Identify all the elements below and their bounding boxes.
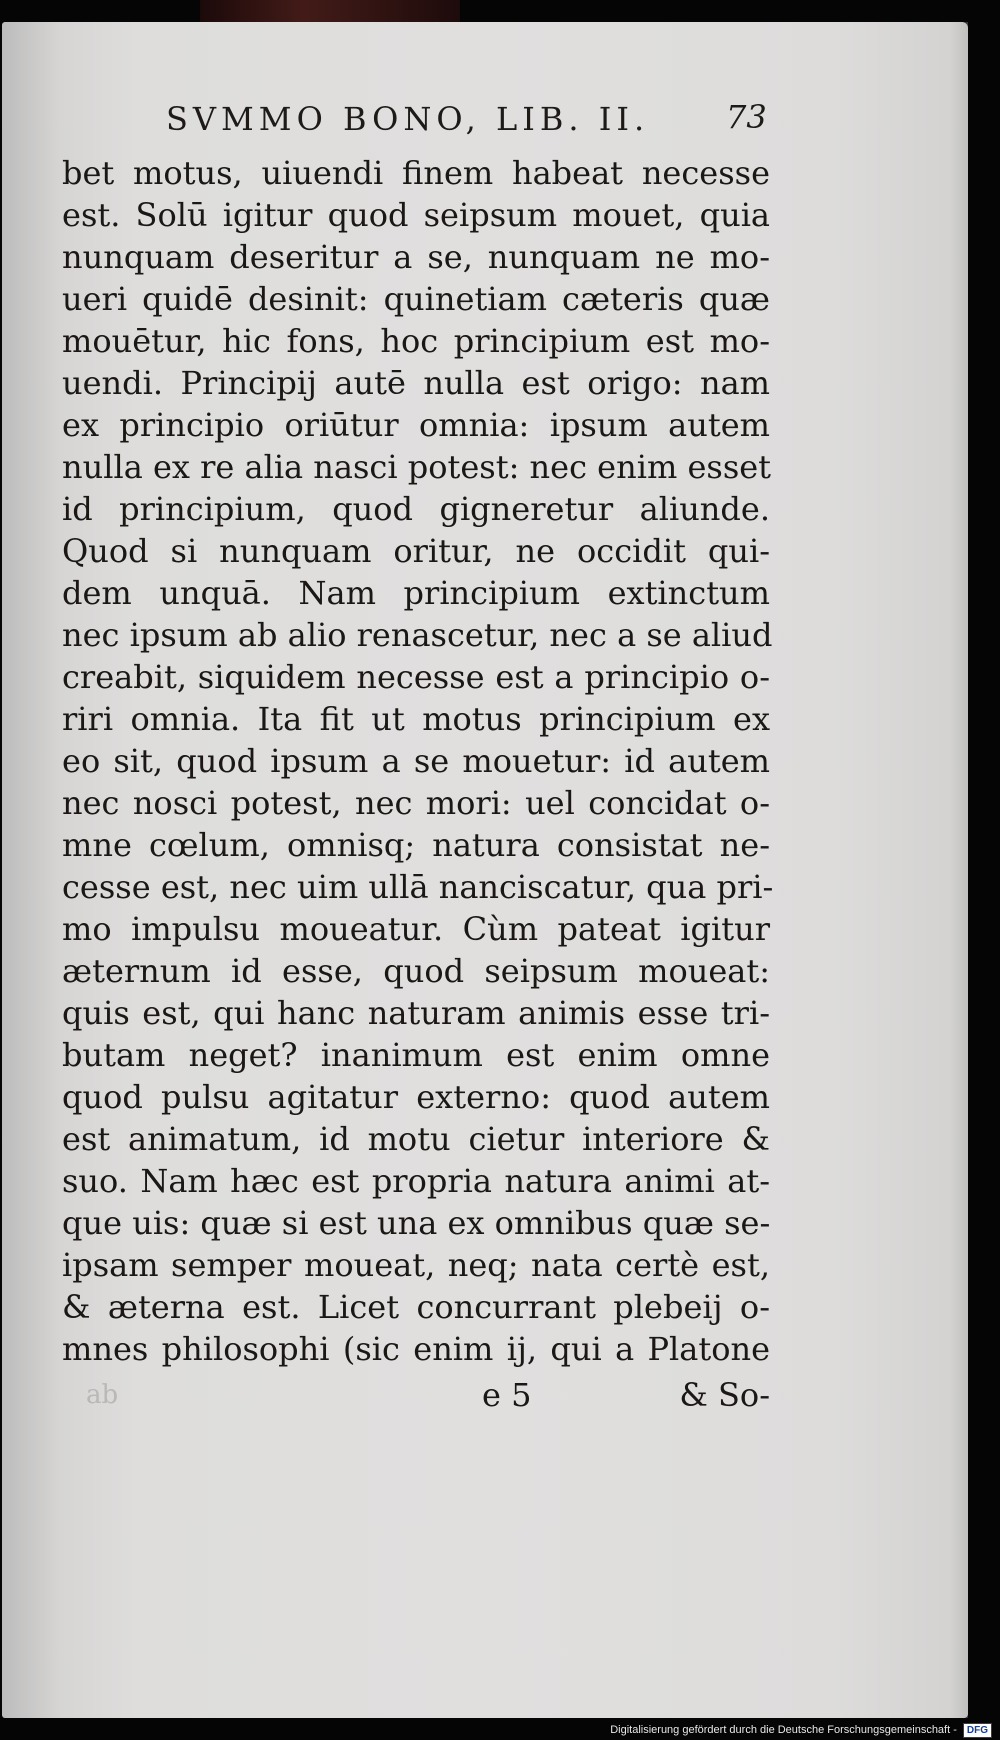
text-line: ex principio oriūtur omnia: ipsum autem: [62, 406, 770, 444]
text-line: est. Solū igitur quod seipsum mouet, quia: [62, 196, 770, 234]
text-line: id principium, quod gigneretur aliunde.: [62, 490, 770, 528]
credit-text: Digitalisierung gefördert durch die Deutsche Forschungsgemeinschaft -: [610, 1724, 957, 1736]
binding-edge: [200, 0, 460, 22]
text-block: [62, 152, 774, 1370]
bleed-through-mark: ab: [86, 1380, 119, 1410]
running-head: SVMMO BONO, LIB. II.: [166, 100, 650, 138]
text-line: ueri quidē desinit: quinetiam cæteris quæ: [62, 280, 770, 318]
text-line: cesse est, nec uim ullā nanciscatur, qua pri-: [62, 868, 774, 906]
text-line: æternum id esse, quod seipsum moueat:: [62, 952, 770, 990]
text-line: est animatum, id motu cietur interiore &: [62, 1120, 770, 1158]
text-line: ipsam semper moueat, neq; nata certè est,: [62, 1246, 770, 1284]
catchword-row: [62, 1376, 770, 1418]
text-line: Quod si nunquam oritur, ne occidit qui-: [62, 532, 770, 570]
folio-number: 73: [726, 98, 767, 136]
text-line: mouētur, hic fons, hoc principium est mo-: [62, 322, 770, 360]
text-line: eo sit, quod ipsum a se mouetur: id autem: [62, 742, 770, 780]
text-line: riri omnia. Ita fit ut motus principium ex: [62, 700, 770, 738]
page-edge-shadow: [950, 22, 968, 1718]
text-line: bet motus, uiuendi finem habeat necesse: [62, 154, 770, 192]
book-page: [2, 22, 968, 1718]
text-line: nunquam deseritur a se, nunquam ne mo-: [62, 238, 770, 276]
text-line: suo. Nam hæc est propria natura animi at-: [62, 1162, 770, 1200]
text-line: nec ipsum ab alio renascetur, nec a se aliud: [62, 616, 773, 654]
text-line: nulla ex re alia nasci potest: nec enim esset: [62, 448, 772, 486]
text-line: que uis: quæ si est una ex omnibus quæ se-: [62, 1204, 771, 1242]
text-line: mnes philosophi (sic enim ij, qui a Platone: [62, 1330, 770, 1368]
text-line: quis est, qui hanc naturam animis esse tri-: [62, 994, 770, 1032]
text-line: creabit, siquidem necesse est a principio o-: [62, 658, 770, 696]
text-line: uendi. Principij autē nulla est origo: nam: [62, 364, 770, 402]
text-line: & æterna est. Licet concurrant plebeij o-: [62, 1288, 770, 1326]
signature-mark: e 5: [482, 1376, 532, 1414]
text-line: butam neget? inanimum est enim omne: [62, 1036, 770, 1074]
text-line: mne cœlum, omnisq; natura consistat ne-: [62, 826, 770, 864]
text-line: mo impulsu moueatur. Cùm pateat igitur: [62, 910, 770, 948]
text-line: dem unquā. Nam principium extinctum: [62, 574, 770, 612]
text-line: nec nosci potest, nec mori: uel concidat o-: [62, 784, 770, 822]
dfg-logo: DFG: [963, 1723, 992, 1738]
digitization-credit: [610, 1722, 992, 1738]
catchword: & So-: [679, 1376, 770, 1414]
text-line: quod pulsu agitatur externo: quod autem: [62, 1078, 770, 1116]
